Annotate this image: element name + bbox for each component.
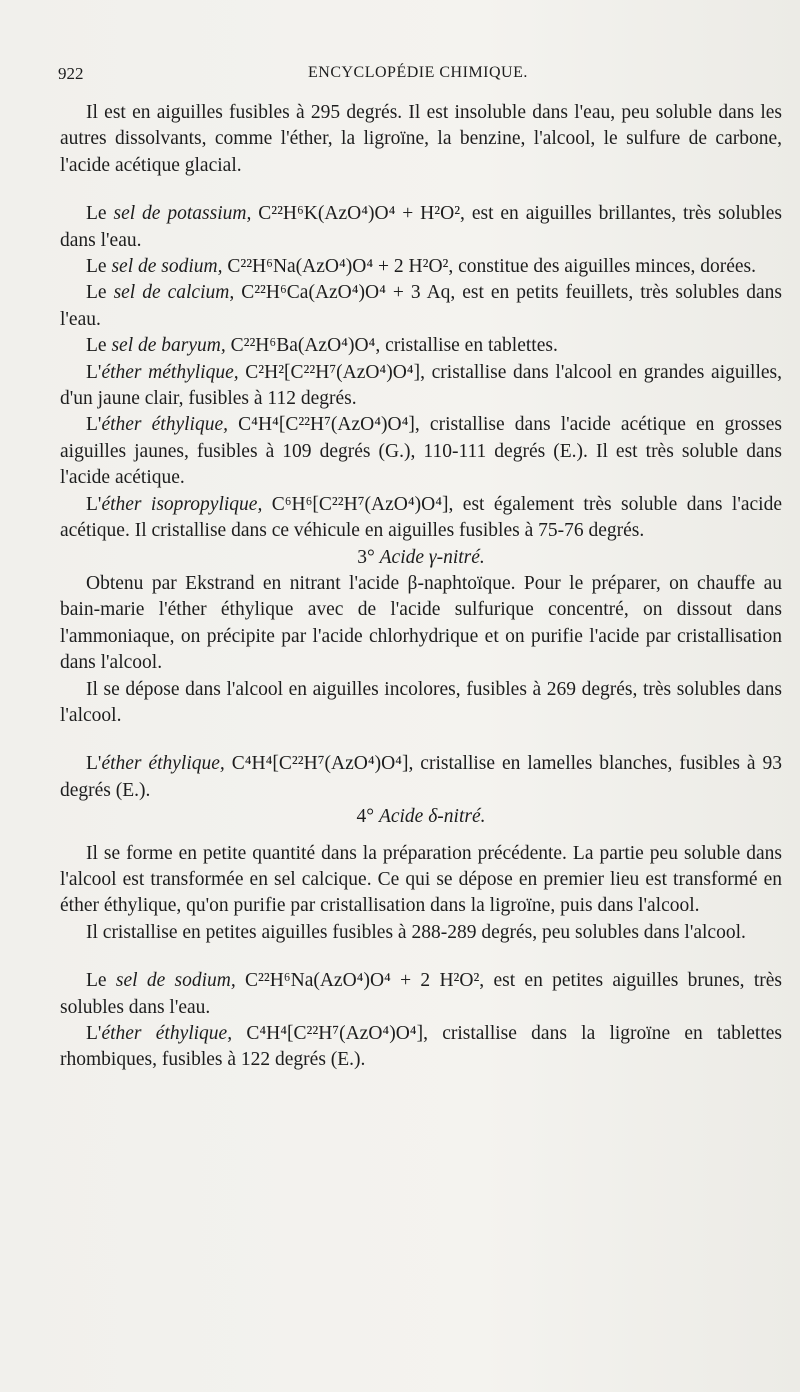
- running-title: ENCYCLOPÉDIE CHIMIQUE.: [308, 64, 528, 81]
- paragraph-potassium-salt: Le sel de potassium, C²²H⁶K(AzO⁴)O⁴ + H²O², est en aiguilles brillantes, très solubles dans l'eau.: [60, 203, 782, 251]
- paragraph: Il est en aiguilles fusibles à 295 degrés. Il est insoluble dans l'eau, peu soluble dans les autres dissolvants, comme l'éther, la ligroïne, la benzine, l'alcool, le sulfure de carbone, l'acide acétique glacial.: [60, 102, 782, 176]
- paragraph: Obtenu par Ekstrand en nitrant l'acide β-naphtoïque. Pour le préparer, on chauffe au bain-marie l'éther éthylique avec de l'acide sulfurique concentré, on dissout dans l'ammoniaque, on précipite par l'acide chlorhydrique et on purifie l'acide par cristallisation dans l'alcool.: [60, 572, 782, 674]
- body-text: [60, 100, 782, 1074]
- paragraph: Il se forme en petite quantité dans la préparation précédente. La partie peu soluble dans l'alcool est transformée en sel calcique. Ce qui se dépose en premier lieu est transformé en éther éthylique, qu'on purifie par cristallisation dans la ligroïne, puis dans l'alcool.: [60, 842, 782, 917]
- compound-name: sel de sodium,: [111, 256, 223, 278]
- paragraph-sodium-salt: Le sel de sodium, C²²H⁶Na(AzO⁴)O⁴ + 2 H²O², constitue des aiguilles minces, dorées.: [86, 256, 756, 278]
- compound-name: éther éthylique,: [101, 414, 228, 436]
- compound-name: éther éthylique,: [101, 1023, 233, 1044]
- paragraph-methyl-ether: L'éther méthylique, C²H²[C²²H⁷(AzO⁴)O⁴], cristallise dans l'alcool en grandes aiguilles, d'un jaune clair, fusibles à 112 degrés.: [60, 361, 782, 410]
- paragraph-isopropyl-ether: L'éther isopropylique, C⁶H⁶[C²²H⁷(AzO⁴)O⁴], est également très soluble dans l'acide acétique. Il cristallise dans ce véhicule en aiguilles fusibles à 75-76 degrés.: [60, 493, 782, 542]
- compound-name: éther éthylique,: [101, 753, 225, 775]
- compound-name: sel de sodium,: [115, 970, 236, 992]
- paragraph-calcium-salt: Le sel de calcium, C²²H⁶Ca(AzO⁴)O⁴ + 3 Aq, est en petits feuillets, très solubles dans l'eau.: [60, 282, 782, 330]
- section-heading-3: 3° Acide γ-nitré.: [357, 546, 485, 568]
- paragraph-ethyl-ether: L'éther éthylique, C⁴H⁴[C²²H⁷(AzO⁴)O⁴], cristallise dans la ligroïne en tablettes rhombiques, fusibles à 122 degrés (E.).: [60, 1023, 782, 1071]
- paragraph-ethyl-ether: L'éther éthylique, C⁴H⁴[C²²H⁷(AzO⁴)O⁴], cristallise dans l'acide acétique en grosses aiguilles jaunes, fusibles à 109 degrés (G.), 110-111 degrés (E.). Il est très soluble dans l'acide acétique.: [60, 414, 782, 489]
- paragraph: Il se dépose dans l'alcool en aiguilles incolores, fusibles à 269 degrés, très solubles dans l'alcool.: [60, 678, 782, 726]
- compound-name: éther isopropylique,: [101, 493, 263, 515]
- compound-name: sel de baryum,: [111, 335, 226, 357]
- paragraph: Il cristallise en petites aiguilles fusibles à 288-289 degrés, peu solubles dans l'alcool.: [86, 921, 746, 943]
- compound-name: sel de calcium,: [113, 282, 235, 304]
- paragraph-sodium-salt: Le sel de sodium, C²²H⁶Na(AzO⁴)O⁴ + 2 H²O², est en petites aiguilles brunes, très solubles dans l'eau.: [60, 970, 782, 1018]
- paragraph-barium-salt: Le sel de baryum, C²²H⁶Ba(AzO⁴)O⁴, cristallise en tablettes.: [86, 335, 558, 357]
- section-heading-4: 4° Acide δ-nitré.: [356, 806, 486, 828]
- paragraph-ethyl-ether: L'éther éthylique, C⁴H⁴[C²²H⁷(AzO⁴)O⁴], cristallise en lamelles blanches, fusibles à 93 degrés (E.).: [60, 753, 782, 801]
- compound-name: éther méthylique,: [101, 361, 239, 383]
- page-header: [58, 64, 778, 88]
- compound-name: sel de potassium,: [113, 203, 252, 225]
- page-number: 922: [58, 64, 84, 83]
